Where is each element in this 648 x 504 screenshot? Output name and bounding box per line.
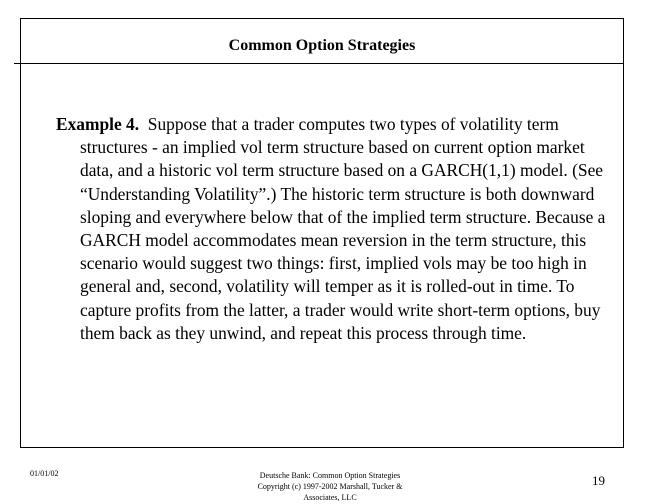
footer-line-3: Associates, LLC <box>303 493 357 502</box>
title-divider <box>14 63 624 64</box>
slide-title: Common Option Strategies <box>228 37 416 54</box>
footer-date: 01/01/02 <box>30 469 59 478</box>
example-body: Suppose that a trader computes two types of volatility term structures - an implied vol term structure based on current option market data, and a historic vol term structure based on a GARCH(1,1) model. (See “Understanding Volatility”.) The historic term structure is both downward sloping and everywhere below that of the implied term structure. Because a GARCH model accommodates mean reversion in the term structure, this scenario would suggest two things: first, implied vols may be too high in general and, second, volatility will temper as it is rolled-out in time. To capture profits from the latter, a trader would write short-term options, buy them back as they unwind, and repeat this process through time. <box>80 114 606 343</box>
example-label: Example 4. <box>56 114 140 134</box>
page-number: 19 <box>592 473 605 488</box>
footer-copyright <box>240 470 420 503</box>
footer-line-1: Deutsche Bank: Common Option Strategies <box>259 471 401 480</box>
example-paragraph <box>56 113 616 345</box>
footer-line-2: Copyright (c) 1997-2002 Marshall, Tucker & <box>257 482 403 491</box>
